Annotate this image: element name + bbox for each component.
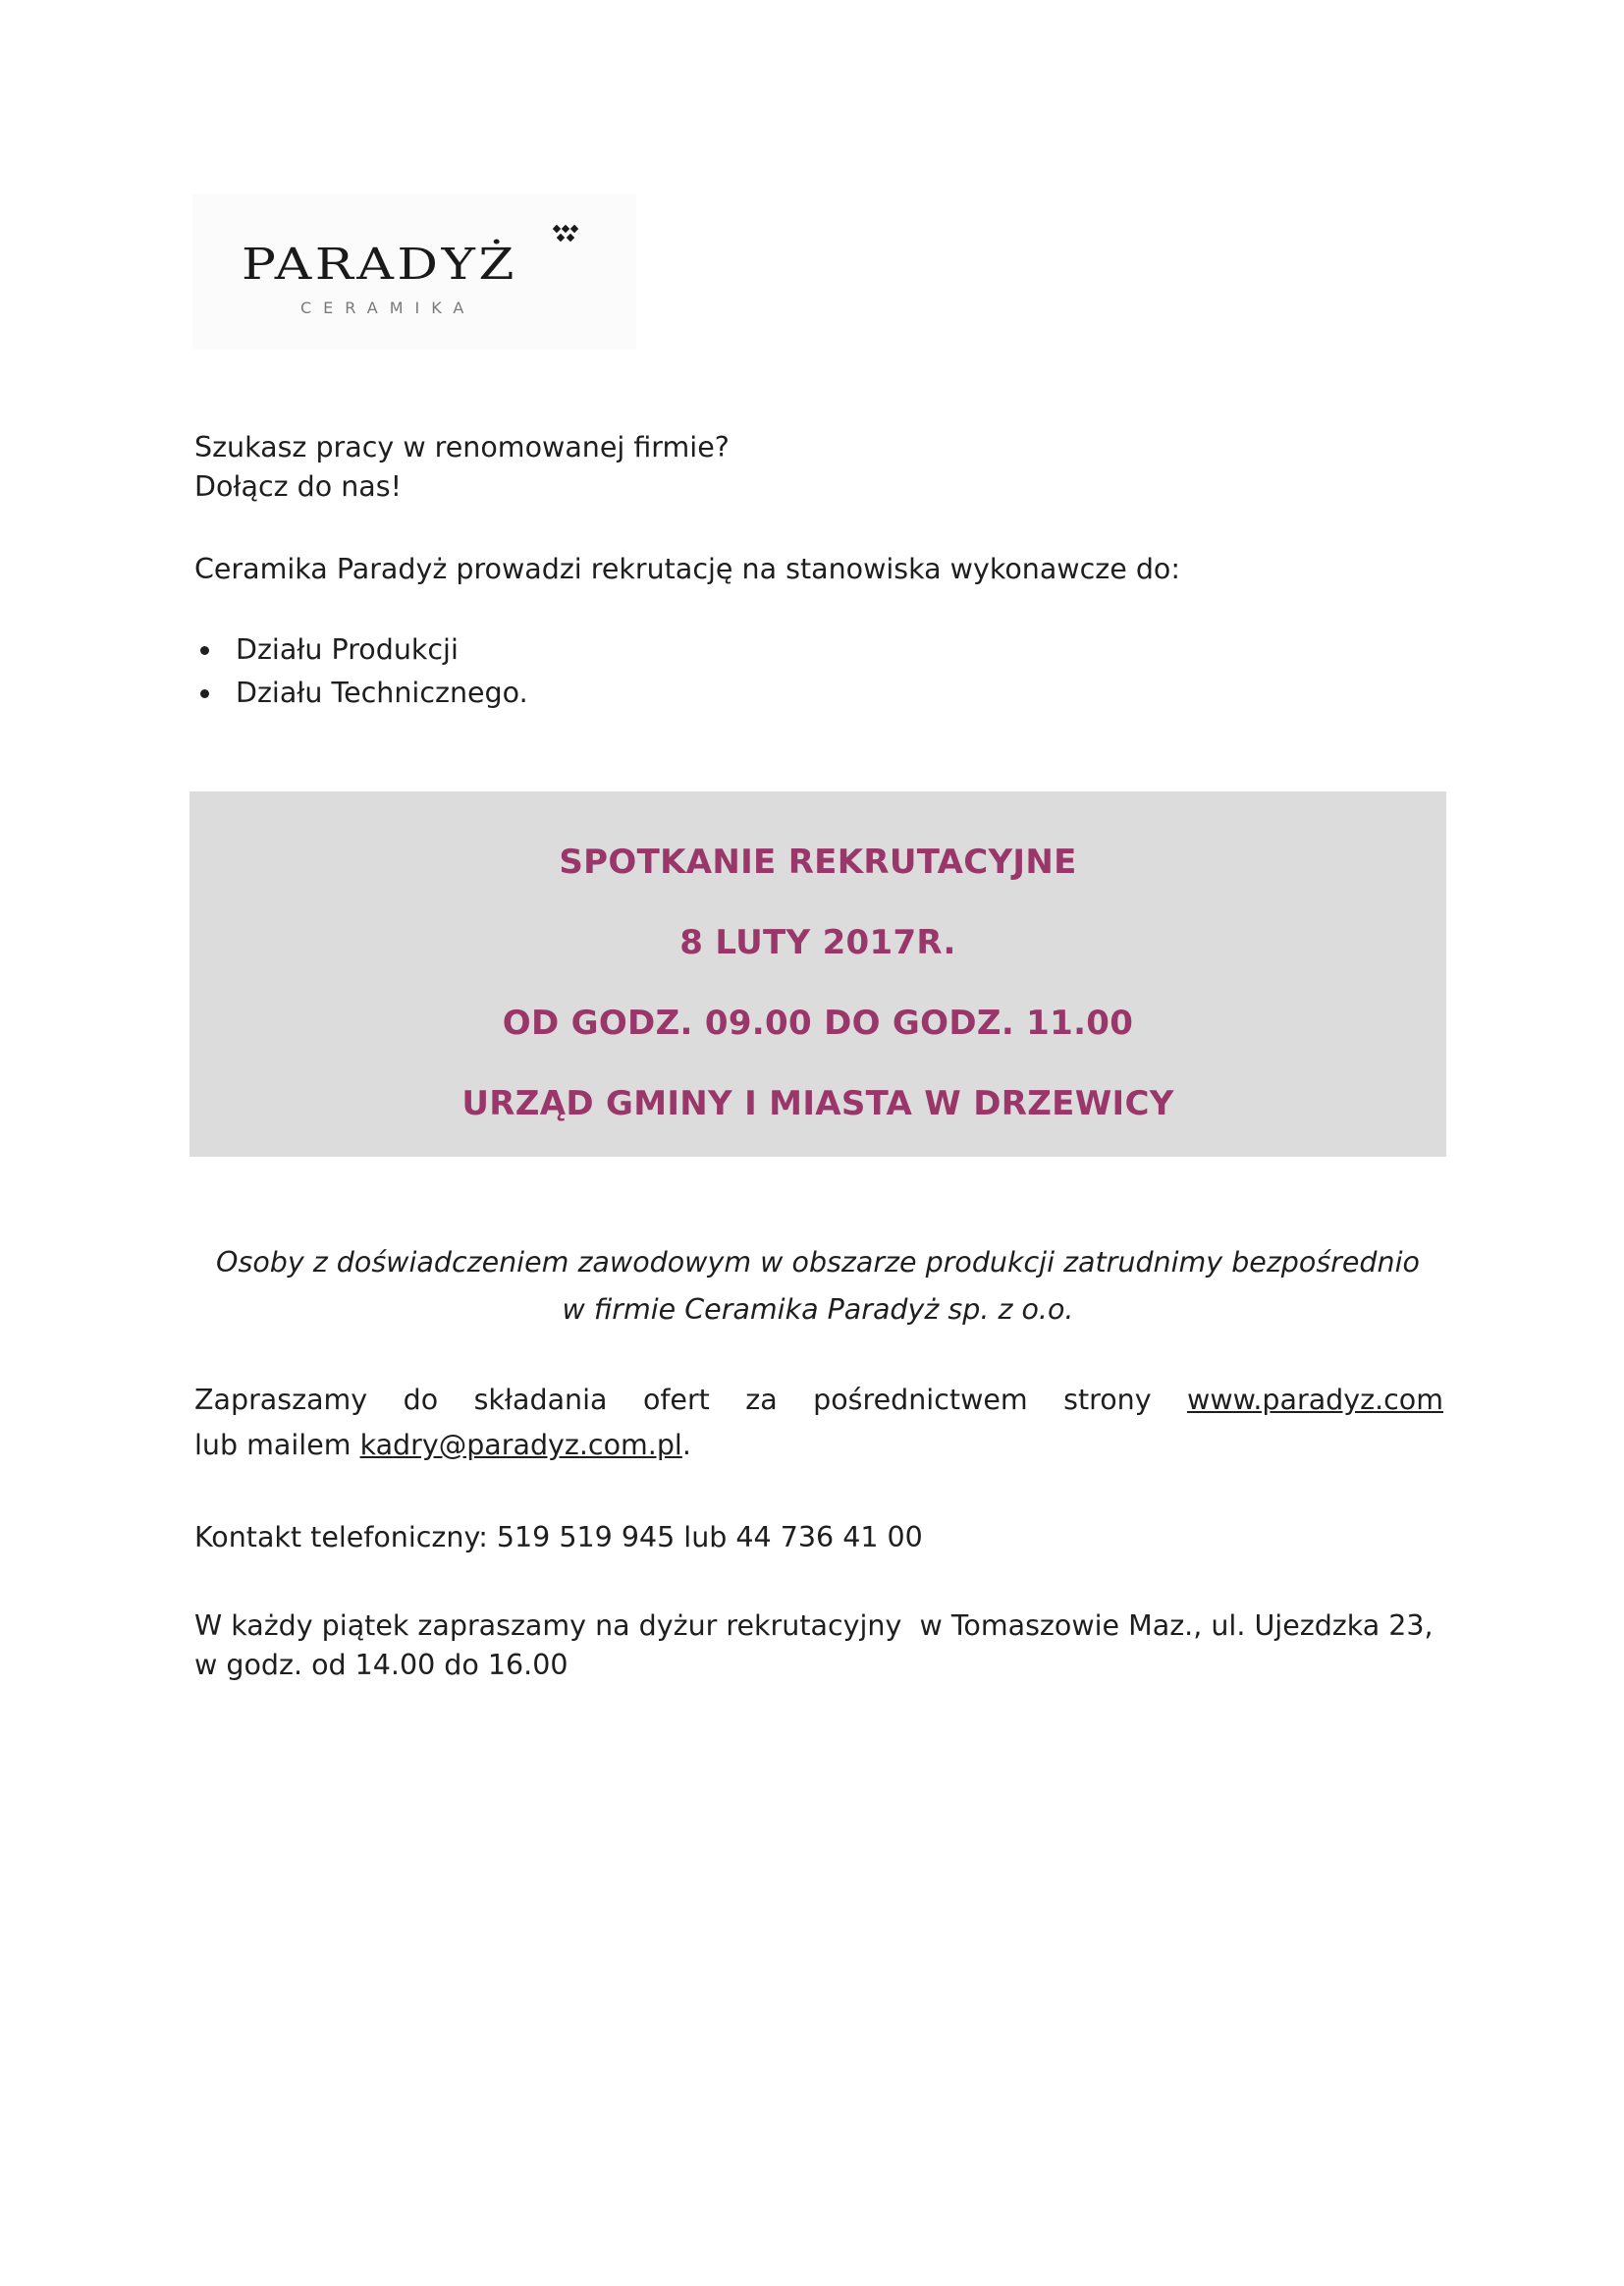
- intro-call: Dołącz do nas!: [194, 470, 403, 503]
- logo-subtitle: CERAMIKA: [300, 299, 476, 317]
- recruitment-text: Ceramika Paradyż prowadzi rekrutację na stanowiska wykonawcze do:: [194, 553, 1180, 585]
- logo-brand-text: PARADYŻ: [242, 240, 518, 290]
- event-date: 8 LUTY 2017R.: [679, 923, 956, 962]
- invitation-word: pośrednictwem: [813, 1384, 1028, 1416]
- email-line: [194, 1426, 691, 1465]
- invitation-word: składania: [473, 1384, 608, 1416]
- company-logo: [192, 194, 636, 350]
- list-item: [194, 672, 528, 715]
- experience-line-1: Osoby z doświadczeniem zawodowym w obszarze produkcji zatrudnimy bezpośrednio: [216, 1246, 1420, 1279]
- email-link[interactable]: kadry@paradyz.com.pl: [359, 1429, 682, 1461]
- event-title: SPOTKANIE REKRUTACYJNE: [559, 843, 1077, 882]
- invitation-word: strony: [1063, 1384, 1152, 1416]
- website-link[interactable]: www.paradyz.com: [1187, 1384, 1443, 1416]
- bullet-icon: [200, 689, 209, 698]
- bullet-icon: [200, 646, 209, 655]
- invitation-word: Zapraszamy: [194, 1384, 368, 1416]
- invitation-word: ofert: [642, 1384, 710, 1416]
- logo-diamond-icon: [552, 224, 579, 251]
- experience-line-2: w firmie Ceramika Paradyż sp. z o.o.: [562, 1293, 1074, 1326]
- event-place: URZĄD GMINY I MIASTA W DRZEWICY: [461, 1084, 1174, 1123]
- department-label: Działu Technicznego.: [236, 677, 528, 709]
- email-prefix: lub mailem: [194, 1429, 360, 1461]
- departments-list: [194, 628, 528, 715]
- department-label: Działu Produkcji: [236, 633, 459, 666]
- phone-contact: Kontakt telefoniczny: 519 519 945 lub 44 736 41 00: [194, 1521, 923, 1553]
- email-suffix: .: [681, 1429, 691, 1461]
- list-item: [194, 628, 528, 672]
- invitation-line: [194, 1381, 1443, 1420]
- invitation-word: za: [745, 1384, 778, 1416]
- friday-line-2: w godz. od 14.00 do 16.00: [194, 1649, 568, 1681]
- event-box: [189, 791, 1446, 1157]
- friday-line-1: W każdy piątek zapraszamy na dyżur rekrutacyjny w Tomaszowie Maz., ul. Ujezdzka 23,: [194, 1609, 1434, 1642]
- intro-question: Szukasz pracy w renomowanej firmie?: [194, 431, 730, 463]
- event-time: OD GODZ. 09.00 DO GODZ. 11.00: [502, 1004, 1134, 1043]
- invitation-word: do: [403, 1384, 439, 1416]
